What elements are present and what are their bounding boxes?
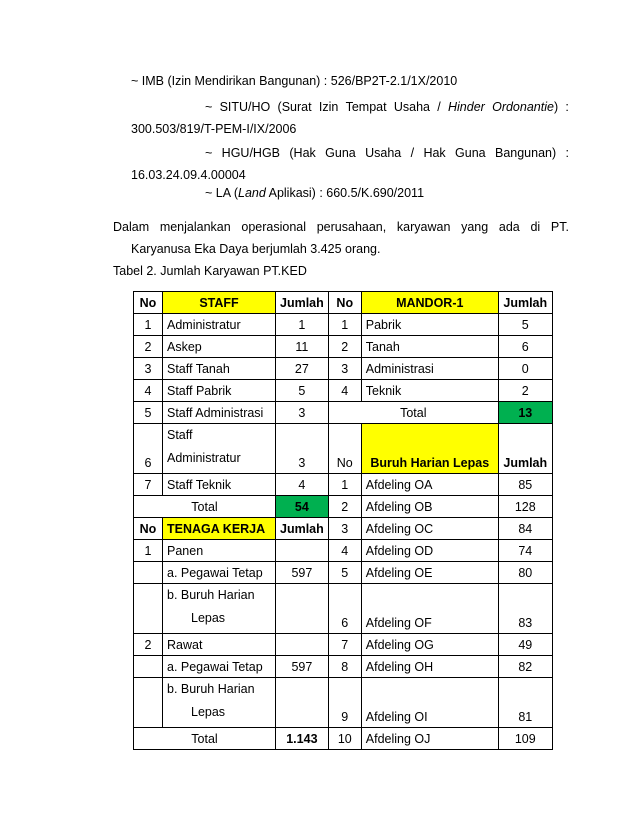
table-row: [134, 584, 553, 634]
cell-no2: 10: [328, 728, 361, 750]
bhl-header-no: No: [328, 424, 361, 474]
cell-tk-name: Panen: [163, 540, 276, 562]
situ-word: ): [553, 100, 559, 114]
mandor-total-label: Total: [328, 402, 498, 424]
cell-no2: 3: [328, 358, 361, 380]
cell-no2: 1: [328, 314, 361, 336]
cell-no: 7: [134, 474, 163, 496]
header-no: No: [134, 292, 163, 314]
bhl-header-title: Buruh Harian Lepas: [361, 424, 498, 474]
cell-tk-name: Rawat: [163, 634, 276, 656]
cell-staff-name: Askep: [163, 336, 276, 358]
cell-afdeling-name: Afdeling OC: [361, 518, 498, 540]
tk-name-part: b. Buruh Harian: [167, 588, 255, 602]
cell-no2: 7: [328, 634, 361, 656]
tk-name-part: Lepas: [191, 705, 226, 719]
situ-word: (Surat: [277, 100, 312, 114]
table-row: [134, 424, 553, 474]
cell-tk-name: a. Pegawai Tetap: [163, 562, 276, 584]
la-suffix: Aplikasi) : 660.5/K.690/2011: [265, 186, 425, 200]
hgu-word: Usaha: [365, 146, 402, 160]
cell-mandor-value: 0: [498, 358, 552, 380]
situ-word: Tempat: [345, 100, 387, 114]
paragraph-word: di: [530, 220, 541, 234]
table-row: [134, 474, 553, 496]
paragraph-line2: Karyanusa Eka Daya berjumlah 3.425 orang.: [131, 242, 381, 256]
situ-italic-group: [492, 100, 558, 114]
cell-staff-name: Staff Pabrik: [163, 380, 276, 402]
staff-total-value: 54: [276, 496, 329, 518]
hgu-word: ~: [205, 146, 213, 160]
cell-afdeling-value: 82: [498, 656, 552, 678]
hgu-word: Bangunan): [494, 146, 557, 160]
cell-tk-value: 597: [276, 656, 329, 678]
cell-afdeling-value: 84: [498, 518, 552, 540]
hgu-word: :: [565, 146, 569, 160]
cell-mandor-name: Pabrik: [361, 314, 498, 336]
cell-afdeling-value: 128: [498, 496, 552, 518]
cell-staff-value: 3: [276, 402, 329, 424]
cell-no: [134, 678, 163, 728]
hgu-word: Guna: [455, 146, 486, 160]
cell-afdeling-name: Afdeling OB: [361, 496, 498, 518]
cell-no: 2: [134, 336, 163, 358]
cell-afdeling-name: Afdeling OH: [361, 656, 498, 678]
permit-la: [205, 186, 424, 200]
tk-total-value: 1.143: [276, 728, 329, 750]
permit-hgu-line1: [205, 146, 569, 160]
permit-situ-line2: 300.503/819/T-PEM-I/IX/2006: [131, 122, 297, 136]
cell-staff-name: Staff Teknik: [163, 474, 276, 496]
cell-no2: 2: [328, 336, 361, 358]
cell-no: 6: [134, 424, 163, 474]
cell-staff-name: [163, 424, 276, 474]
table-row: [134, 402, 553, 424]
cell-no: [134, 656, 163, 678]
cell-staff-value: 5: [276, 380, 329, 402]
cell-no2: 4: [328, 540, 361, 562]
cell-afdeling-name: Afdeling OI: [361, 678, 498, 728]
cell-mandor-value: 6: [498, 336, 552, 358]
cell-no2: 1: [328, 474, 361, 496]
cell-no: 1: [134, 540, 163, 562]
tk-header-no: No: [134, 518, 163, 540]
tk-header-jumlah: Jumlah: [276, 518, 329, 540]
table-row: [134, 336, 553, 358]
cell-no: [134, 584, 163, 634]
cell-no: 4: [134, 380, 163, 402]
cell-mandor-name: Tanah: [361, 336, 498, 358]
paragraph-word: perusahaan,: [316, 220, 387, 234]
la-prefix: ~ LA (: [205, 186, 239, 200]
table-row: [134, 634, 553, 656]
cell-afdeling-name: Afdeling OG: [361, 634, 498, 656]
hgu-word: Hak: [423, 146, 446, 160]
cell-afdeling-name: Afdeling OA: [361, 474, 498, 496]
cell-tk-name: [163, 584, 276, 634]
situ-word: Izin: [318, 100, 339, 114]
cell-afdeling-name: Afdeling OJ: [361, 728, 498, 750]
paragraph-word: yang: [461, 220, 489, 234]
tk-name-part: Lepas: [191, 611, 226, 625]
header-jumlah2: Jumlah: [498, 292, 552, 314]
cell-tk-value: [276, 678, 329, 728]
cell-no: 1: [134, 314, 163, 336]
cell-tk-value: 597: [276, 562, 329, 584]
bhl-header-jumlah: Jumlah: [498, 424, 552, 474]
table-header-row: [134, 292, 553, 314]
table-row: [134, 540, 553, 562]
cell-tk-name: a. Pegawai Tetap: [163, 656, 276, 678]
mandor-total-value: 13: [498, 402, 552, 424]
table-row: [134, 562, 553, 584]
cell-no2: 2: [328, 496, 361, 518]
cell-mandor-name: Administrasi: [361, 358, 498, 380]
cell-staff-value: 27: [276, 358, 329, 380]
cell-staff-name: Staff Tanah: [163, 358, 276, 380]
cell-tk-name: [163, 678, 276, 728]
table-row: [134, 380, 553, 402]
permit-situ-line1: [205, 100, 569, 114]
staff-name-part: Administratur: [167, 451, 241, 465]
hgu-word: HGU/HGB: [221, 146, 281, 160]
table-row: [134, 496, 553, 518]
situ-word: SITU/HO: [219, 100, 271, 114]
paragraph-line1: [113, 220, 569, 234]
cell-staff-value: 11: [276, 336, 329, 358]
cell-mandor-value: 2: [498, 380, 552, 402]
cell-no2: 3: [328, 518, 361, 540]
paragraph-word: karyawan: [396, 220, 451, 234]
tk-header-title: TENAGA KERJA: [163, 518, 276, 540]
cell-no: 5: [134, 402, 163, 424]
cell-tk-value: [276, 584, 329, 634]
table-row: [134, 518, 553, 540]
cell-afdeling-value: 85: [498, 474, 552, 496]
cell-afdeling-value: 109: [498, 728, 552, 750]
permit-hgu-line2: 16.03.24.09.4.00004: [131, 168, 246, 182]
hgu-word: Guna: [325, 146, 356, 160]
situ-word: /: [437, 100, 441, 114]
cell-afdeling-name: Afdeling OF: [361, 584, 498, 634]
cell-staff-value: 4: [276, 474, 329, 496]
cell-no: 2: [134, 634, 163, 656]
cell-tk-value: [276, 540, 329, 562]
cell-staff-name: Administratur: [163, 314, 276, 336]
cell-mandor-value: 5: [498, 314, 552, 336]
cell-no2: 8: [328, 656, 361, 678]
hgu-word: (Hak: [289, 146, 316, 160]
cell-no: [134, 562, 163, 584]
paragraph-word: operasional: [241, 220, 307, 234]
cell-afdeling-value: 81: [498, 678, 552, 728]
cell-no2: 4: [328, 380, 361, 402]
table-row: [134, 314, 553, 336]
paragraph-word: Dalam: [113, 220, 150, 234]
hgu-word: /: [410, 146, 415, 160]
tk-total-label: Total: [134, 728, 276, 750]
employee-table: [133, 291, 553, 750]
paragraph-word: PT.: [550, 220, 569, 234]
paragraph-word: menjalankan: [159, 220, 231, 234]
cell-afdeling-name: Afdeling OD: [361, 540, 498, 562]
staff-name-part: Staff: [167, 428, 193, 442]
header-no2: No: [328, 292, 361, 314]
situ-word: ~: [205, 100, 213, 114]
paragraph-word: ada: [498, 220, 520, 234]
cell-mandor-name: Teknik: [361, 380, 498, 402]
cell-tk-value: [276, 634, 329, 656]
cell-staff-name: Staff Administrasi: [163, 402, 276, 424]
header-staff: STAFF: [163, 292, 276, 314]
situ-word: :: [565, 100, 569, 114]
cell-afdeling-name: Afdeling OE: [361, 562, 498, 584]
table-caption: Tabel 2. Jumlah Karyawan PT.KED: [113, 264, 307, 278]
cell-afdeling-value: 80: [498, 562, 552, 584]
staff-total-label: Total: [134, 496, 276, 518]
cell-no2: 5: [328, 562, 361, 584]
cell-no: 3: [134, 358, 163, 380]
table-row: [134, 358, 553, 380]
cell-afdeling-value: 83: [498, 584, 552, 634]
cell-afdeling-value: 49: [498, 634, 552, 656]
cell-staff-value: 1: [276, 314, 329, 336]
tk-name-part: b. Buruh Harian: [167, 682, 255, 696]
la-italic: Land: [238, 186, 266, 200]
table-row: [134, 678, 553, 728]
cell-no2: 6: [328, 584, 361, 634]
table-row: [134, 656, 553, 678]
header-mandor: MANDOR-1: [361, 292, 498, 314]
cell-no2: 9: [328, 678, 361, 728]
cell-afdeling-value: 74: [498, 540, 552, 562]
cell-staff-value: 3: [276, 424, 329, 474]
situ-italic: Hinder: [448, 100, 485, 114]
permit-imb: ~ IMB (Izin Mendirikan Bangunan) : 526/BP2T-2.1/1X/2010: [131, 74, 458, 88]
table-row: [134, 728, 553, 750]
situ-word: Usaha: [393, 100, 430, 114]
situ-italic: Ordonantie: [492, 100, 554, 114]
header-jumlah: Jumlah: [276, 292, 329, 314]
